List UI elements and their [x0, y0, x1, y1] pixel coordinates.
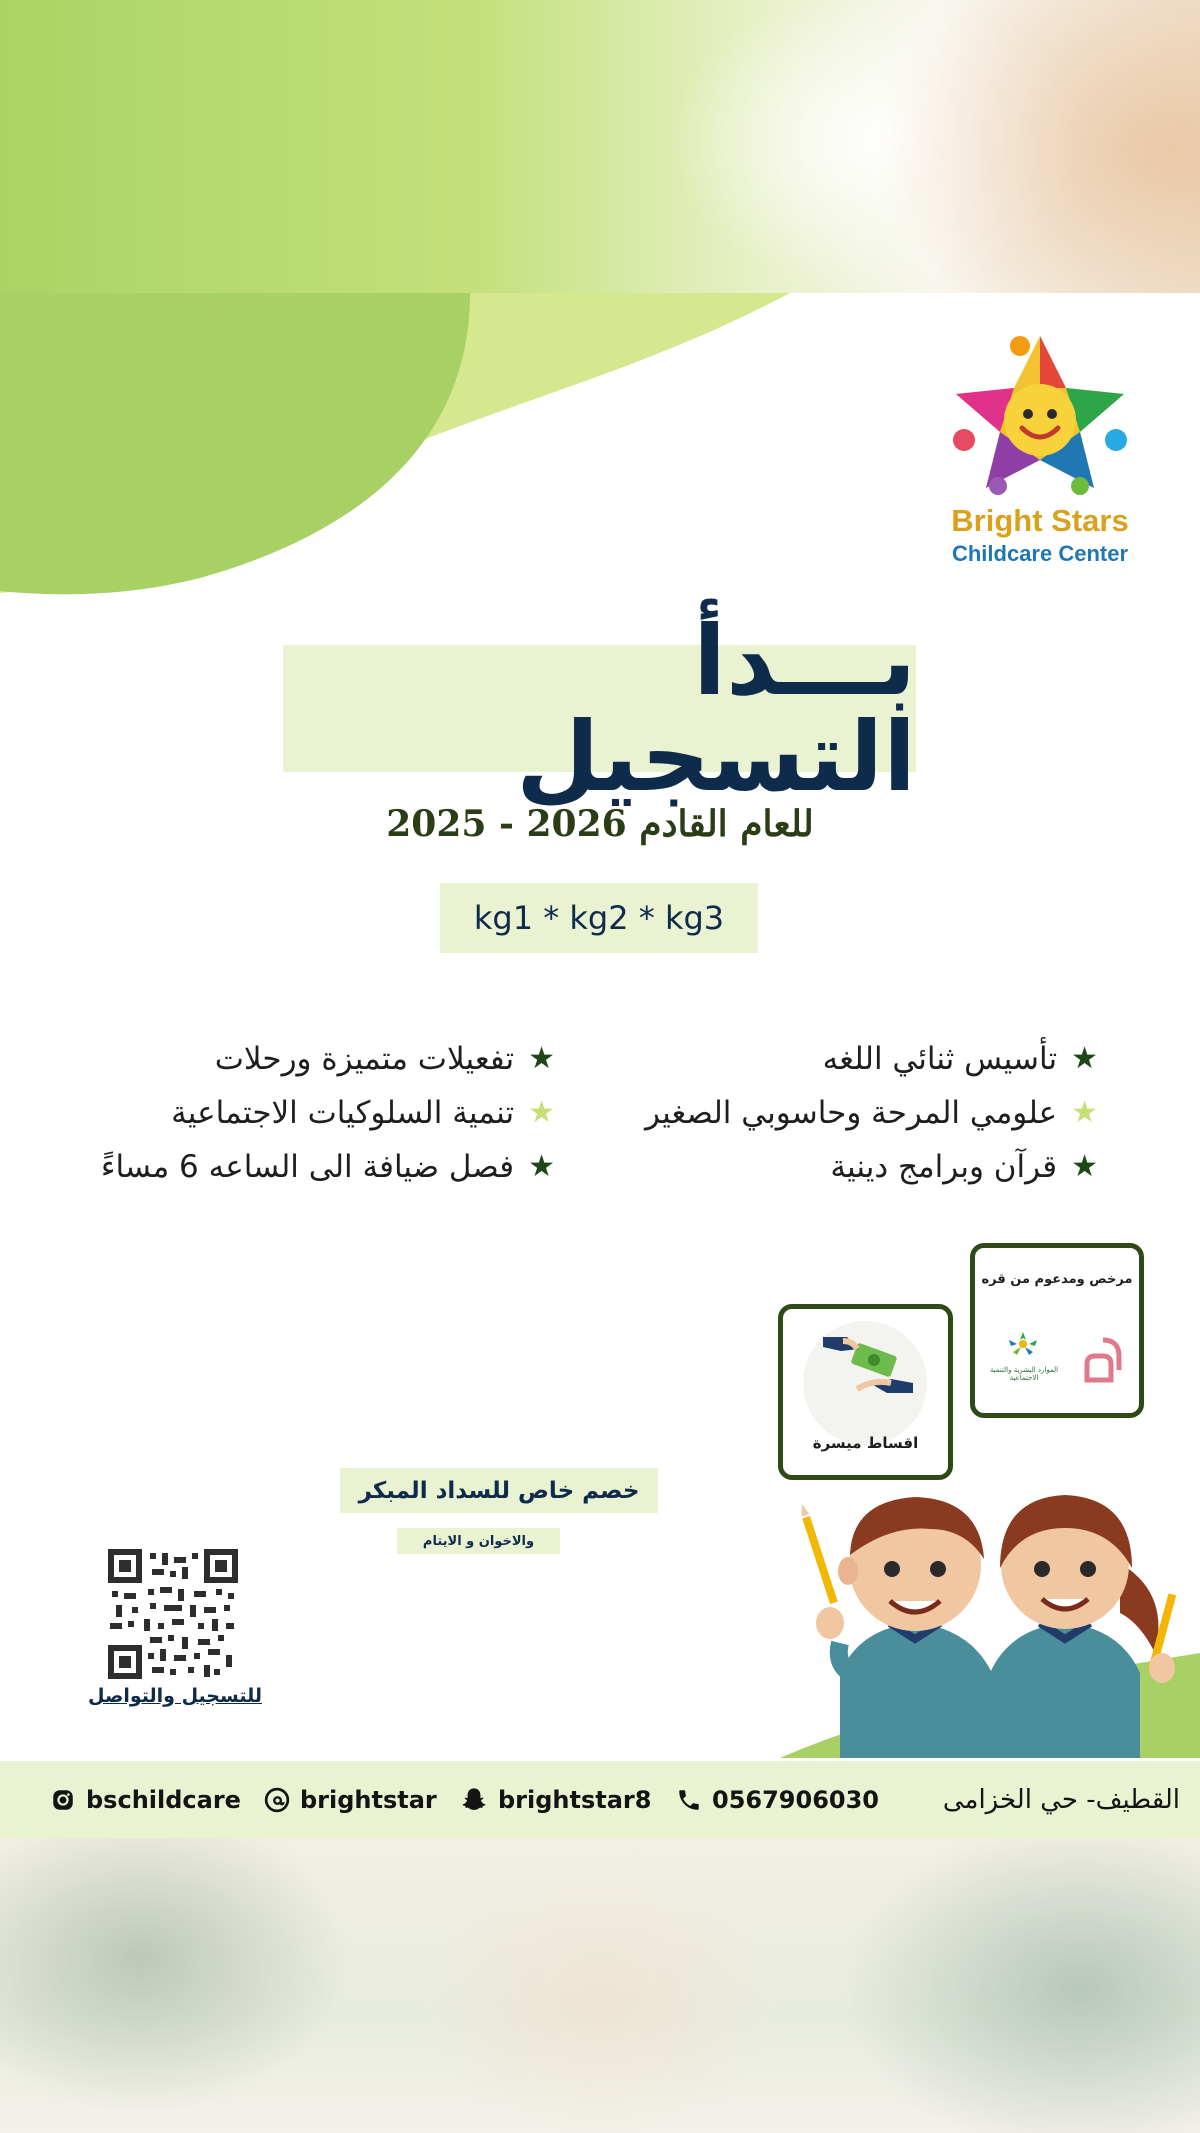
feature-item	[645, 1095, 1098, 1131]
logo-line1: Bright Stars	[951, 503, 1129, 538]
star-icon: ★	[1071, 1095, 1098, 1130]
kids-illustration	[780, 1473, 1200, 1758]
siblings-orphans-note: والاخوان و الايتام	[397, 1528, 560, 1554]
feature-text: تفعيلات متميزة ورحلات	[214, 1041, 515, 1077]
ministry-logo-icon	[999, 1330, 1047, 1366]
top-background-blur	[0, 0, 1200, 293]
star-icon: ★	[1071, 1149, 1098, 1184]
poster	[0, 293, 1200, 1838]
instagram-contact[interactable]	[50, 1761, 241, 1838]
feature-text: تنمية السلوكيات الاجتماعية	[171, 1095, 515, 1131]
feature-text: علومي المرحة وحاسوبي الصغير	[645, 1095, 1058, 1131]
feature-item	[823, 1041, 1098, 1077]
threads-handle: brightstar	[300, 1785, 437, 1814]
instagram-icon	[50, 1787, 76, 1813]
snapchat-handle: brightstar8	[498, 1785, 652, 1814]
qr-code[interactable]	[108, 1549, 238, 1679]
snapchat-contact[interactable]	[460, 1761, 651, 1838]
star-icon: ★	[528, 1149, 555, 1184]
footer-bar	[0, 1761, 1200, 1838]
instagram-handle: bschildcare	[86, 1785, 241, 1814]
star-icon: ★	[1071, 1041, 1098, 1076]
installments-card	[778, 1304, 953, 1480]
ministry-text: الموارد البشرية والتنمية الاجتماعية	[989, 1366, 1059, 1383]
star-icon: ★	[528, 1041, 555, 1076]
license-card	[970, 1243, 1144, 1418]
early-payment-discount: خصم خاص للسداد المبكر	[340, 1468, 658, 1513]
star-logo-icon	[940, 328, 1140, 498]
qr-label: للتسجيل والتواصل	[88, 1685, 262, 1707]
feature-item	[830, 1149, 1098, 1185]
bottom-background-blur	[0, 1838, 1200, 2133]
feature-item	[171, 1095, 555, 1131]
star-icon: ★	[528, 1095, 555, 1130]
feature-text: فصل ضيافة الى الساعه 6 مساءً	[100, 1149, 515, 1185]
feature-item	[101, 1149, 555, 1185]
threads-contact[interactable]	[264, 1761, 437, 1838]
logo-line2: Childcare Center	[951, 541, 1129, 566]
license-label: مرخص ومدعوم من قره	[981, 1272, 1133, 1287]
qurrah-logo-icon	[1081, 1334, 1125, 1386]
phone-icon	[676, 1787, 702, 1813]
feature-item	[215, 1041, 555, 1077]
location: القطيف- حي الخزامى	[942, 1784, 1180, 1815]
levels-banner: kg1 * kg2 * kg3	[440, 883, 758, 953]
money-hands-icon	[813, 1327, 923, 1407]
phone-contact[interactable]	[676, 1761, 879, 1838]
page-title: بـــدأ التسجيل	[516, 604, 916, 813]
bright-stars-logo	[940, 328, 1140, 578]
phone-number: 0567906030	[712, 1785, 879, 1814]
snapchat-icon	[460, 1786, 488, 1814]
title-banner	[283, 604, 916, 813]
installments-label: اقساط ميسرة	[812, 1434, 919, 1452]
feature-text: تأسيس ثنائي اللغه	[822, 1041, 1058, 1077]
threads-icon	[264, 1787, 290, 1813]
academic-year: للعام القادم 2026 - 2025	[386, 803, 814, 845]
feature-text: قرآن وبرامج دينية	[830, 1149, 1058, 1185]
